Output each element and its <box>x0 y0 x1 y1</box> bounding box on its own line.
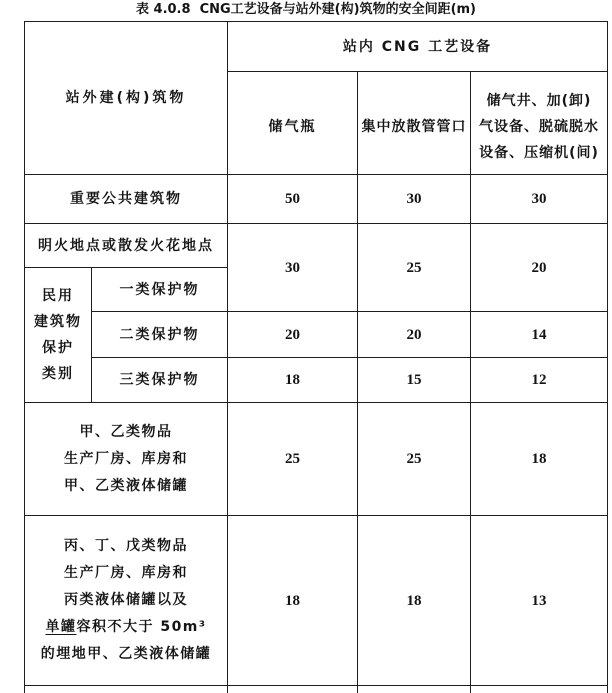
distance-value: 18 <box>531 451 547 467</box>
cut-off-row-cell <box>358 686 471 693</box>
table-title: 表 4.0.8 CNG工艺设备与站外建(构)筑物的安全间距(m) <box>136 2 476 17</box>
distance-value: 20 <box>406 326 422 343</box>
row-group-label-civil-building-protection-class <box>25 268 92 403</box>
column-header-vent-stack-outlet <box>358 72 471 175</box>
row-label-class-ab-goods <box>25 403 228 516</box>
value-cell <box>471 403 608 516</box>
value-cell <box>471 358 608 403</box>
row-label-class-1-protected <box>92 268 228 312</box>
distance-value: 50 <box>285 191 300 207</box>
row-label-line: 的埋地甲、乙类液体储罐 <box>40 646 212 662</box>
column-header-label: 集中放散管管口 <box>361 118 467 135</box>
row-label-text: 容积不大于 50m³ <box>76 619 207 635</box>
stub-header-label: 站外建(构)筑物 <box>65 90 187 106</box>
row-group-label-line: 类别 <box>42 366 74 382</box>
value-cell <box>358 516 471 686</box>
row-label: 二类保护物 <box>119 326 200 343</box>
row-label-line: 生产厂房、库房和 <box>64 565 188 581</box>
row-label-class-2-protected <box>92 312 228 358</box>
row-label: 重要公共建筑物 <box>70 191 182 207</box>
value-cell <box>471 516 608 686</box>
cut-off-row-cell <box>25 686 228 693</box>
column-header-label-line: 设备、压缩机(间) <box>479 144 599 161</box>
value-cell <box>228 312 358 358</box>
stub-header-cell <box>25 22 228 175</box>
row-label-class-cde-goods <box>25 516 228 686</box>
value-cell <box>471 312 608 358</box>
value-cell <box>228 403 358 516</box>
row-label-important-public-building <box>25 175 228 224</box>
row-label-line <box>45 614 206 641</box>
value-cell <box>358 312 471 358</box>
value-cell-merged <box>471 224 608 312</box>
value-cell <box>358 175 471 224</box>
distance-value: 12 <box>531 372 547 388</box>
cut-off-row-cell <box>228 686 358 693</box>
value-cell <box>471 175 608 224</box>
row-label-open-flame-location <box>25 224 228 268</box>
value-cell <box>228 358 358 403</box>
distance-value: 30 <box>531 191 547 207</box>
distance-value: 20 <box>285 326 300 343</box>
row-label: 三类保护物 <box>119 372 200 388</box>
column-header-label-line: 气设备、脱硫脱水 <box>479 118 599 135</box>
distance-value: 30 <box>406 191 422 207</box>
safety-distance-table <box>24 21 608 693</box>
value-cell <box>228 175 358 224</box>
column-header-label: 储气瓶 <box>268 118 317 135</box>
value-cell <box>358 358 471 403</box>
distance-value: 13 <box>531 592 547 609</box>
row-group-label-line: 民用 <box>42 288 74 304</box>
distance-value: 15 <box>406 372 422 388</box>
column-header-gas-cylinder <box>228 72 358 175</box>
row-label-class-3-protected <box>92 358 228 403</box>
row-label-line: 甲、乙类物品 <box>79 423 173 440</box>
row-label-underlined-text: 单罐 <box>45 619 77 635</box>
distance-value: 18 <box>406 592 422 609</box>
group-header-cell <box>228 22 608 72</box>
distance-value: 25 <box>285 451 300 467</box>
column-header-storage-well-equipment <box>471 72 608 175</box>
column-header-label-line: 储气井、加(卸) <box>486 92 592 109</box>
distance-value: 25 <box>406 451 422 467</box>
value-cell-merged <box>228 224 358 312</box>
row-group-label-line: 建筑物 <box>34 314 82 330</box>
value-cell-merged <box>358 224 471 312</box>
row-label-line: 丙类液体储罐以及 <box>64 592 188 608</box>
cut-off-row-cell <box>471 686 608 693</box>
row-label-line: 丙、丁、戊类物品 <box>64 538 188 554</box>
distance-value: 30 <box>285 259 300 276</box>
row-label: 明火地点或散发火花地点 <box>38 237 214 254</box>
distance-value: 14 <box>531 326 547 343</box>
value-cell <box>228 516 358 686</box>
distance-value: 18 <box>285 592 300 609</box>
distance-value: 20 <box>531 259 547 276</box>
distance-value: 18 <box>285 372 300 388</box>
row-label-line: 生产厂房、库房和 <box>64 450 188 467</box>
row-group-label-line: 保护 <box>42 340 74 356</box>
value-cell <box>358 403 471 516</box>
row-label: 一类保护物 <box>119 281 200 298</box>
row-label-line: 甲、乙类液体储罐 <box>64 477 188 494</box>
group-header-label: 站内 CNG 工艺设备 <box>342 38 493 55</box>
distance-value: 25 <box>406 259 422 276</box>
